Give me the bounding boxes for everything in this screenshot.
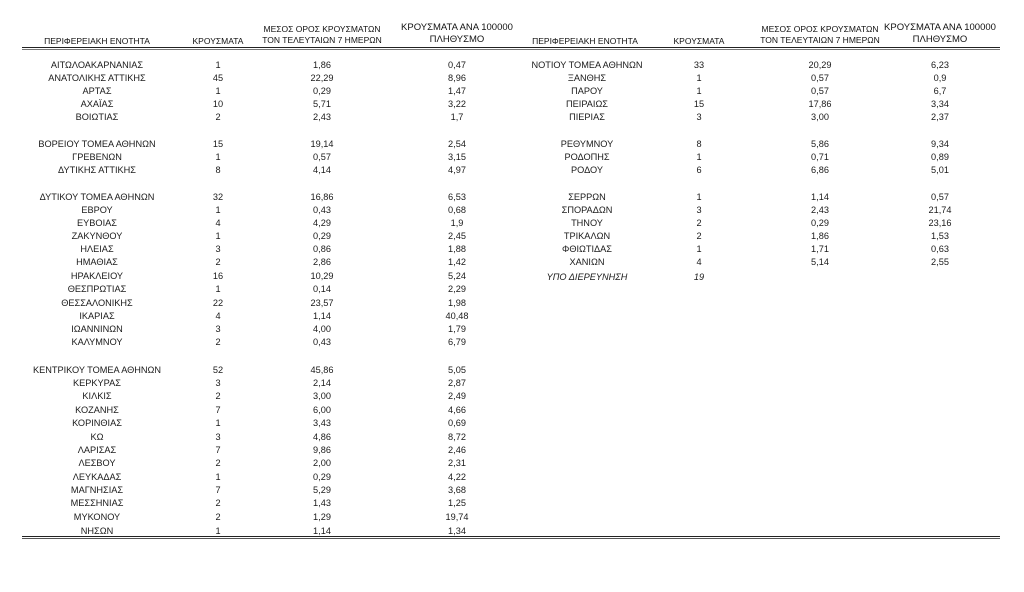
cell-avg: 5,71	[313, 99, 331, 109]
cell-per100k: 1,53	[931, 231, 949, 241]
cell-cases: 22	[212, 298, 224, 308]
cell-cases: 2	[215, 391, 221, 401]
cell-avg: 19,14	[310, 139, 334, 149]
cell-cases: 3	[696, 112, 702, 122]
cell-avg: 5,29	[313, 485, 331, 495]
cell-region: ΡΕΘΥΜΝΟΥ	[560, 139, 614, 149]
cell-region: ΘΕΣΣΑΛΟΝΙΚΗΣ	[61, 298, 133, 308]
table-row	[0, 151, 1024, 164]
table-row	[0, 204, 1024, 217]
cell-region: ΘΕΣΠΡΩΤΙΑΣ	[67, 284, 127, 294]
cell-per100k: 2,55	[931, 257, 949, 267]
cell-per100k: 5,05	[448, 365, 466, 375]
cell-per100k: 1,9	[450, 218, 464, 228]
cell-region: ΝΟΤΙΟΥ ΤΟΜΕΑ ΑΘΗΝΩΝ	[531, 60, 643, 70]
cell-avg: 3,43	[313, 418, 331, 428]
cell-region: ΖΑΚΥΝΘΟΥ	[71, 231, 123, 241]
cell-per100k: 0,47	[448, 60, 466, 70]
cell-region: ΠΕΙΡΑΙΩΣ	[566, 99, 608, 109]
cell-avg: 2,43	[811, 205, 829, 215]
cell-per100k: 3,15	[448, 152, 466, 162]
cell-per100k: 2,87	[448, 378, 466, 388]
cell-cases: 1	[696, 244, 702, 254]
cell-cases: 16	[212, 271, 224, 281]
cell-region: ΡΟΔΟΠΗΣ	[564, 152, 610, 162]
cell-cases: 1	[215, 284, 221, 294]
cell-region: ΚΩ	[90, 432, 104, 442]
cell-region: ΚΟΖΑΝΗΣ	[75, 405, 119, 415]
cell-cases: 3	[215, 324, 221, 334]
cell-region: ΑΝΑΤΟΛΙΚΗΣ ΑΤΤΙΚΗΣ	[48, 73, 146, 83]
cell-avg: 1,71	[811, 244, 829, 254]
header-per100k-line1: ΚΡΟΥΣΜΑΤΑ ΑΝΑ 100000	[401, 22, 513, 33]
cell-region: ΔΥΤΙΚΟΥ ΤΟΜΕΑ ΑΘΗΝΩΝ	[39, 192, 155, 202]
cell-region: ΜΥΚΟΝΟΥ	[73, 512, 121, 522]
header-per100k-line2: ΠΛΗΘΥΣΜΟ	[429, 34, 485, 45]
cell-per100k: 1,47	[448, 86, 466, 96]
cell-cases: 4	[696, 257, 702, 267]
cell-avg: 2,86	[313, 257, 331, 267]
cell-avg: 0,57	[811, 73, 829, 83]
cell-avg: 0,43	[313, 205, 331, 215]
cell-cases: 3	[215, 244, 221, 254]
cell-avg: 1,29	[313, 512, 331, 522]
cell-region: ΤΡΙΚΑΛΩΝ	[563, 231, 611, 241]
cell-cases: 2	[215, 458, 221, 468]
cell-region: ΛΕΣΒΟΥ	[78, 458, 116, 468]
cell-avg: 2,14	[313, 378, 331, 388]
under-investigation-row	[0, 271, 1024, 284]
cell-avg: 3,00	[313, 391, 331, 401]
cell-avg: 4,29	[313, 218, 331, 228]
cell-per100k: 0,9	[933, 73, 947, 83]
cell-region: ΛΕΥΚΑΔΑΣ	[72, 472, 122, 482]
cell-cases: 3	[696, 205, 702, 215]
cell-per100k: 0,63	[931, 244, 949, 254]
cell-region: ΗΛΕΙΑΣ	[80, 244, 114, 254]
cell-per100k: 1,42	[448, 257, 466, 267]
cell-region: ΚΑΛΥΜΝΟΥ	[71, 337, 123, 347]
cell-per100k: 5,24	[448, 271, 466, 281]
cell-cases: 15	[693, 99, 705, 109]
cell-avg: 0,29	[811, 218, 829, 228]
cell-cases: 3	[215, 378, 221, 388]
cell-cases: 8	[696, 139, 702, 149]
cell-region: ΚΟΡΙΝΘΙΑΣ	[72, 418, 122, 428]
cell-cases: 10	[212, 99, 224, 109]
cell-region: ΣΕΡΡΩΝ	[568, 192, 606, 202]
cell-region: ΚΕΡΚΥΡΑΣ	[73, 378, 121, 388]
cell-per100k: 8,72	[448, 432, 466, 442]
cell-region: ΠΑΡΟΥ	[571, 86, 603, 96]
cell-per100k: 2,45	[448, 231, 466, 241]
cell-cases: 1	[215, 526, 221, 536]
header-cases-left: ΚΡΟΥΣΜΑΤΑ	[192, 36, 244, 46]
cell-avg: 10,29	[310, 271, 334, 281]
cell-avg: 4,86	[313, 432, 331, 442]
cell-per100k: 6,79	[448, 337, 466, 347]
cell-per100k: 21,74	[928, 205, 952, 215]
header-avg-line2: ΤΟΝ ΤΕΛΕΥΤΑΙΩΝ 7 ΗΜΕΡΩΝ	[760, 35, 880, 45]
cell-region: ΡΟΔΟΥ	[570, 165, 603, 175]
cell-region: ΚΙΛΚΙΣ	[82, 391, 112, 401]
cell-avg: 23,57	[310, 298, 334, 308]
cell-cases: 2	[215, 337, 221, 347]
cell-avg: 0,86	[313, 244, 331, 254]
cell-per100k: 6,7	[933, 86, 947, 96]
cell-per100k: 3,68	[448, 485, 466, 495]
cell-per100k: 3,22	[448, 99, 466, 109]
cell-region: ΙΚΑΡΙΑΣ	[79, 311, 115, 321]
cell-cases: 1	[696, 86, 702, 96]
footer-rule-thin	[22, 538, 1000, 539]
cell-cases: 2	[215, 257, 221, 267]
cell-per100k: 2,54	[448, 139, 466, 149]
cell-per100k: 0,68	[448, 205, 466, 215]
cell-per100k: 1,88	[448, 244, 466, 254]
cell-cases: 3	[215, 432, 221, 442]
cell-per100k: 1,25	[448, 498, 466, 508]
cell-cases: 52	[212, 365, 224, 375]
footer-rule	[22, 536, 1000, 537]
cell-cases: 6	[696, 165, 702, 175]
cell-region: ΧΑΝΙΩΝ	[569, 257, 605, 267]
table-row	[0, 72, 1024, 85]
cell-avg: 0,29	[313, 472, 331, 482]
cell-cases: 2	[696, 231, 702, 241]
cell-per100k: 0,57	[931, 192, 949, 202]
cell-region: ΠΙΕΡΙΑΣ	[569, 112, 605, 122]
cell-cases: 8	[215, 165, 221, 175]
cell-cases: 15	[212, 139, 224, 149]
cell-avg: 0,43	[313, 337, 331, 347]
cell-avg: 16,86	[310, 192, 334, 202]
table-row	[0, 243, 1024, 256]
cell-cases: 1	[696, 192, 702, 202]
cell-avg: 4,00	[313, 324, 331, 334]
cell-avg: 0,29	[313, 231, 331, 241]
cell-avg: 5,86	[811, 139, 829, 149]
cell-region: ΕΥΒΟΙΑΣ	[77, 218, 117, 228]
cell-cases: 2	[215, 112, 221, 122]
cell-per100k: 0,69	[448, 418, 466, 428]
cell-cases: 1	[215, 472, 221, 482]
cell-region: ΗΜΑΘΙΑΣ	[76, 257, 118, 267]
cell-cases: 1	[696, 73, 702, 83]
cell-region: ΜΕΣΣΗΝΙΑΣ	[70, 498, 124, 508]
cell-region: ΒΟΙΩΤΙΑΣ	[75, 112, 119, 122]
cell-cases: 7	[215, 405, 221, 415]
header-avg-line2: ΤΟΝ ΤΕΛΕΥΤΑΙΩΝ 7 ΗΜΕΡΩΝ	[262, 35, 382, 45]
cell-avg: 22,29	[310, 73, 334, 83]
cell-avg: 20,29	[808, 60, 832, 70]
cell-region: ΝΗΣΩΝ	[80, 526, 114, 536]
table-row	[0, 230, 1024, 243]
cell-region: ΑΡΤΑΣ	[82, 86, 112, 96]
under-investigation-cases: 19	[693, 272, 705, 282]
cell-cases: 1	[215, 86, 221, 96]
cell-per100k: 9,34	[931, 139, 949, 149]
cell-cases: 1	[215, 205, 221, 215]
cell-region: ΕΒΡΟΥ	[81, 205, 113, 215]
cell-per100k: 6,23	[931, 60, 949, 70]
cell-per100k: 1,98	[448, 298, 466, 308]
cell-per100k: 3,34	[931, 99, 949, 109]
cell-avg: 0,29	[313, 86, 331, 96]
cell-per100k: 2,31	[448, 458, 466, 468]
cell-region: ΑΙΤΩΛΟΑΚΑΡΝΑΝΙΑΣ	[50, 60, 144, 70]
cell-cases: 1	[215, 231, 221, 241]
cell-cases: 7	[215, 485, 221, 495]
cell-per100k: 1,7	[450, 112, 464, 122]
cell-region: ΣΠΟΡΑΔΩΝ	[561, 205, 613, 215]
cell-avg: 5,14	[811, 257, 829, 267]
table-row	[0, 111, 1024, 124]
cell-cases: 45	[212, 73, 224, 83]
cell-per100k: 19,74	[445, 512, 469, 522]
cell-avg: 1,14	[313, 526, 331, 536]
cell-region: ΒΟΡΕΙΟΥ ΤΟΜΕΑ ΑΘΗΝΩΝ	[38, 139, 156, 149]
cell-region: ΜΑΓΝΗΣΙΑΣ	[70, 485, 124, 495]
cell-per100k: 6,53	[448, 192, 466, 202]
cell-avg: 9,86	[313, 445, 331, 455]
cell-per100k: 4,97	[448, 165, 466, 175]
cell-avg: 1,14	[313, 311, 331, 321]
table-row	[0, 98, 1024, 111]
header-avg-line1: ΜΕΣΟΣ ΟΡΟΣ ΚΡΟΥΣΜΑΤΩΝ	[263, 24, 381, 34]
cell-cases: 1	[696, 152, 702, 162]
cell-cases: 4	[215, 311, 221, 321]
cell-per100k: 4,22	[448, 472, 466, 482]
cell-avg: 2,00	[313, 458, 331, 468]
header-region-left: ΠΕΡΙΦΕΡΕΙΑΚΗ ΕΝΟΤΗΤΑ	[44, 36, 150, 46]
cell-avg: 1,86	[313, 60, 331, 70]
cell-per100k: 1,34	[448, 526, 466, 536]
cell-region: ΚΕΝΤΡΙΚΟΥ ΤΟΜΕΑ ΑΘΗΝΩΝ	[32, 365, 162, 375]
table-row	[0, 59, 1024, 72]
cell-avg: 17,86	[808, 99, 832, 109]
cell-region: ΙΩΑΝΝΙΝΩΝ	[71, 324, 123, 334]
cell-per100k: 8,96	[448, 73, 466, 83]
table-row	[0, 85, 1024, 98]
header-region-right: ΠΕΡΙΦΕΡΕΙΑΚΗ ΕΝΟΤΗΤΑ	[532, 36, 638, 46]
cell-per100k: 4,66	[448, 405, 466, 415]
header-per100k-line2: ΠΛΗΘΥΣΜΟ	[912, 34, 968, 45]
cell-avg: 45,86	[310, 365, 334, 375]
header-avg-line1: ΜΕΣΟΣ ΟΡΟΣ ΚΡΟΥΣΜΑΤΩΝ	[761, 24, 879, 34]
cell-avg: 0,71	[811, 152, 829, 162]
cell-avg: 1,14	[811, 192, 829, 202]
cell-avg: 6,86	[811, 165, 829, 175]
cell-per100k: 2,49	[448, 391, 466, 401]
cell-region: ΤΗΝΟΥ	[571, 218, 603, 228]
under-investigation-label: ΥΠΟ ΔΙΕΡΕΥΝΗΣΗ	[546, 272, 628, 282]
table-row	[0, 164, 1024, 177]
cell-region: ΛΑΡΙΣΑΣ	[77, 445, 117, 455]
table-row	[0, 217, 1024, 230]
cell-region: ΗΡΑΚΛΕΙΟΥ	[70, 271, 124, 281]
cell-region: ΔΥΤΙΚΗΣ ΑΤΤΙΚΗΣ	[58, 165, 136, 175]
cell-per100k: 2,46	[448, 445, 466, 455]
table-row	[0, 191, 1024, 204]
cell-cases: 33	[693, 60, 705, 70]
cell-per100k: 5,01	[931, 165, 949, 175]
cell-cases: 2	[215, 512, 221, 522]
cell-per100k: 2,37	[931, 112, 949, 122]
cell-avg: 2,43	[313, 112, 331, 122]
header-cases-right: ΚΡΟΥΣΜΑΤΑ	[673, 36, 725, 46]
cell-avg: 0,57	[313, 152, 331, 162]
cell-avg: 6,00	[313, 405, 331, 415]
cell-per100k: 1,79	[448, 324, 466, 334]
cell-cases: 1	[215, 152, 221, 162]
cell-cases: 32	[212, 192, 224, 202]
cell-avg: 0,57	[811, 86, 829, 96]
cell-region: ΞΑΝΘΗΣ	[567, 73, 607, 83]
cell-avg: 1,43	[313, 498, 331, 508]
cell-per100k: 40,48	[445, 311, 469, 321]
cell-per100k: 2,29	[448, 284, 466, 294]
header-per100k-line1: ΚΡΟΥΣΜΑΤΑ ΑΝΑ 100000	[884, 22, 996, 33]
cell-cases: 1	[215, 60, 221, 70]
cell-cases: 1	[215, 418, 221, 428]
cell-region: ΓΡΕΒΕΝΩΝ	[72, 152, 122, 162]
table-row	[0, 256, 1024, 269]
cell-per100k: 23,16	[928, 218, 952, 228]
cell-avg: 3,00	[811, 112, 829, 122]
cell-cases: 2	[696, 218, 702, 228]
cell-avg: 1,86	[811, 231, 829, 241]
cell-avg: 0,14	[313, 284, 331, 294]
cell-region: ΑΧΑΪΑΣ	[80, 99, 114, 109]
cell-region: ΦΘΙΩΤΙΔΑΣ	[561, 244, 612, 254]
cell-cases: 4	[215, 218, 221, 228]
cell-avg: 4,14	[313, 165, 331, 175]
cell-cases: 7	[215, 445, 221, 455]
table-row	[0, 138, 1024, 151]
cell-cases: 2	[215, 498, 221, 508]
cell-per100k: 0,89	[931, 152, 949, 162]
